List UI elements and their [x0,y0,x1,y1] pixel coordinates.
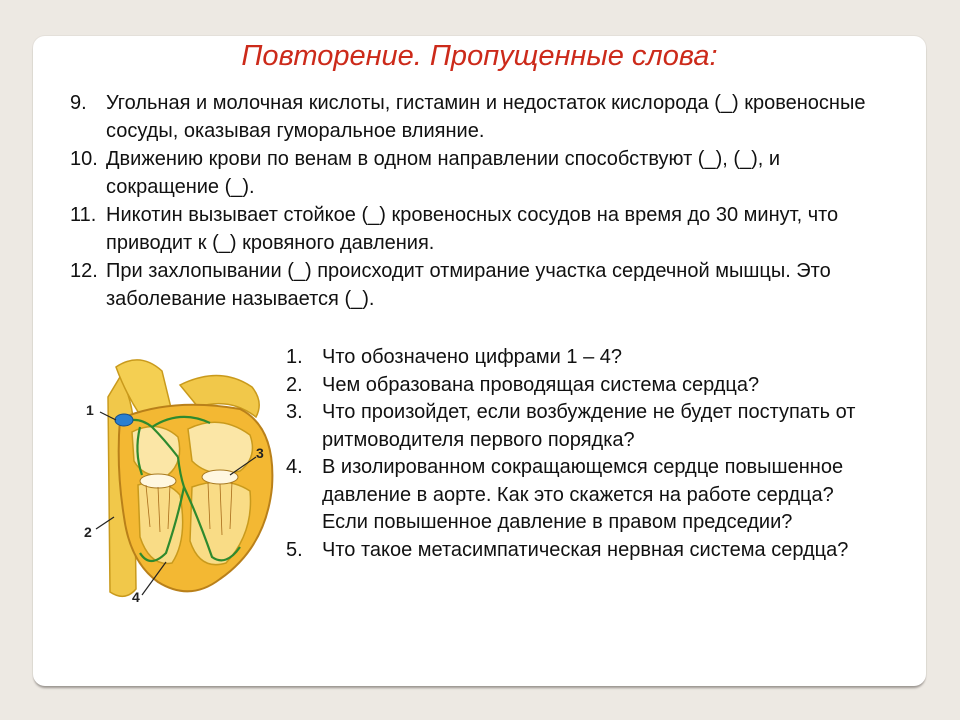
task-number: 12. [70,260,98,282]
question-item [286,344,876,372]
sinoatrial-node-shape [115,414,133,426]
task-text: Никотин вызывает стойкое (_) кровеносных сосудов на время до 30 минут, что приводит к (_) кровяного давления. [106,204,839,254]
question-number: 1. [286,346,303,368]
task-text: При захлопывании (_) происходит отмирание участка сердечной мышцы. Это заболевание называется (_). [106,260,831,310]
fill-in-task-list [70,89,890,313]
question-list [286,344,876,564]
question-item [286,372,876,400]
question-number: 2. [286,373,303,396]
heart-conduction-diagram [80,357,280,607]
task-number: 10. [70,148,98,170]
question-item [286,537,876,565]
question-item [286,454,876,537]
question-number: 5. [286,538,303,561]
task-number: 11. [70,204,97,226]
valve-shape [140,474,176,488]
task-item [70,89,890,145]
valve-shape [202,470,238,484]
question-text: Что такое метасимпатическая нервная система сердца? [322,538,849,561]
question-number: 3. [286,401,303,423]
task-text: Угольная и молочная кислоты, гистамин и недостаток кислорода (_) кровеносные сосуды, оказывая гуморальное влияние. [106,92,866,142]
question-number: 4. [286,456,303,478]
heart-label-1: 1 [86,402,94,418]
question-text: В изолированном сокращающемся сердце повышенное давление в аорте. Как это скажется на работе сердца? Если повышенное давление в правом председии? [322,456,844,533]
slide-title: Повторение. Пропущенные слова: [241,40,718,72]
task-number: 9. [70,92,87,114]
question-text: Что обозначено цифрами 1 – 4? [322,346,622,368]
heart-label-4: 4 [132,589,140,605]
task-item [70,201,890,257]
question-item [286,399,876,454]
task-text: Движению крови по венам в одном направлении способствуют (_), (_), и сокращение (_). [106,148,781,198]
question-text: Чем образована проводящая система сердца? [322,373,760,396]
task-item [70,145,890,201]
task-item [70,257,890,313]
question-text: Что произойдет, если возбуждение не будет поступать от ритмоводителя первого порядка? [322,401,856,451]
heart-label-2: 2 [84,524,92,540]
heart-label-3: 3 [256,445,264,461]
